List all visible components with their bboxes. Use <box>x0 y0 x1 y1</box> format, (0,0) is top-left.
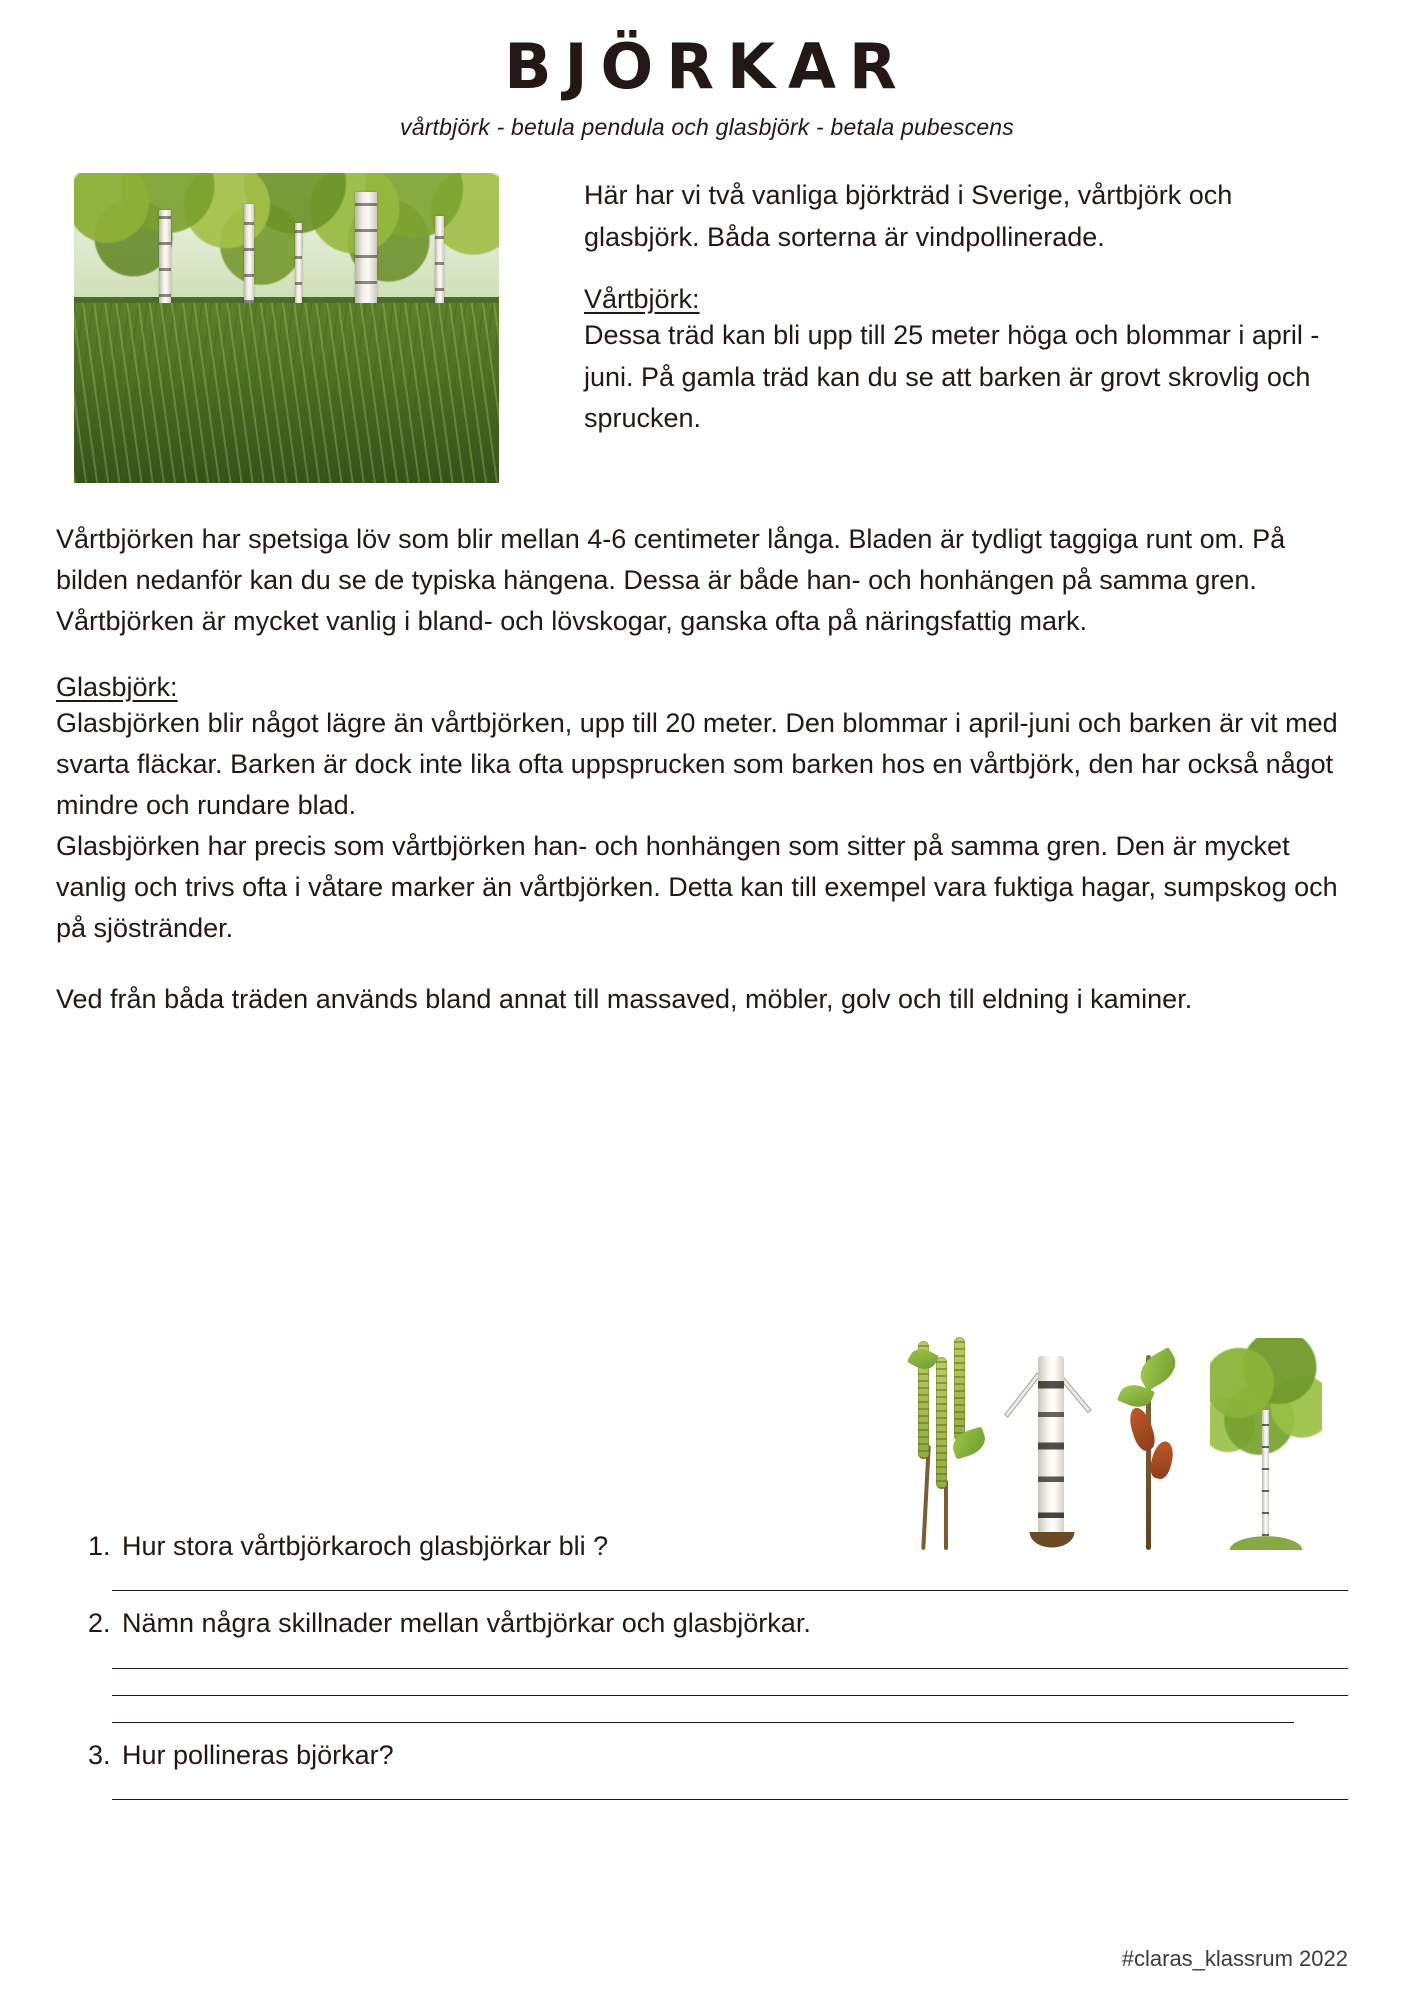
answer-line[interactable] <box>112 1799 1348 1800</box>
intro-column <box>499 173 1354 440</box>
spacer <box>56 949 1358 979</box>
body-section <box>0 519 1414 1020</box>
catkin <box>936 1357 947 1489</box>
page-title: BJÖRKAR <box>504 30 910 103</box>
question-2-number: 2. <box>88 1608 111 1639</box>
question-1-block <box>88 1528 1348 1591</box>
question-3-text: Hur pollineras björkar? <box>122 1739 394 1770</box>
spacer <box>584 258 1354 284</box>
intro-paragraph: Här har vi två vanliga björkträd i Sverige, vårtbjörk och glasbjörk. Båda sorterna är vindpollinerade. <box>584 180 1233 252</box>
birch-sprig-illustration <box>1112 1345 1192 1550</box>
body-paragraph-3: Glasbjörken blir något lägre än vårtbjörken, upp till 20 meter. Den blommar i april-juni och barken är vit med svarta fläckar. Barken är dock inte lika ofta uppsprucken som barken hos en vårtbjörk, den har också något mindre och rundare blad. <box>56 708 1338 821</box>
body-paragraph-1: Vårtbjörken har spetsiga löv som blir mellan 4-6 centimeter långa. Bladen är tydligt taggiga runt om. På bilden nedanför kan du se de typiska hängena. Dessa är både han- och honhängen på samma gren. <box>56 524 1286 596</box>
catkin <box>954 1337 965 1441</box>
body-paragraph-5: Ved från båda träden används bland annat till massaved, möbler, golv och till eldning i kaminer. <box>56 984 1193 1015</box>
vartbjork-paragraph: Dessa träd kan bli upp till 25 meter höga och blommar i april - juni. På gamla träd kan du se att barken är grovt skrovlig och sprucken. <box>584 320 1320 434</box>
body-paragraph-2: Vårtbjörken är mycket vanlig i bland- och lövskogar, ganska ofta på näringsfattig mark. <box>56 606 1088 637</box>
photo-grass <box>74 303 499 483</box>
top-section <box>0 173 1414 483</box>
spacer <box>56 642 1358 672</box>
tree-trunk <box>1262 1410 1269 1536</box>
birch-forest-photo <box>74 173 499 483</box>
body-paragraph-4: Glasbjörken har precis som vårtbjörken han- och honhängen som sitter på samma gren. Den är mycket vanlig och trivs ofta i våtare marker än vårtbjörken. Detta kan till exempel vara fuktiga hagar, sumpskog och på sjöstränder. <box>56 831 1338 944</box>
answer-line[interactable] <box>112 1695 1348 1696</box>
glasbjork-heading: Glasbjörk: <box>56 672 178 703</box>
answer-line[interactable] <box>112 1590 1348 1591</box>
page-subtitle: vårtbjörk - betula pendula och glasbjörk - betala pubescens <box>400 114 1014 140</box>
branch <box>1004 1372 1041 1418</box>
answer-line[interactable] <box>112 1668 1348 1669</box>
question-3 <box>88 1737 1348 1773</box>
bark <box>1038 1356 1064 1536</box>
birch-trunk-illustration <box>1008 1328 1094 1550</box>
vartbjork-heading: Vårtbjörk: <box>584 284 700 315</box>
question-3-number: 3. <box>88 1739 111 1770</box>
leaf-icon <box>1134 1347 1183 1391</box>
birch-tree-illustration <box>1206 1338 1326 1550</box>
question-3-block <box>88 1737 1348 1800</box>
question-1-text: Hur stora vårtbjörkaroch glasbjörkar bli ? <box>122 1531 609 1561</box>
birch-illustration-group <box>900 1320 1320 1550</box>
question-2-block <box>88 1605 1348 1722</box>
question-2-text: Nämn några skillnader mellan vårtbjörkar och glasbjörkar. <box>122 1608 811 1639</box>
birch-catkins-illustration <box>900 1335 1000 1550</box>
question-2 <box>88 1605 1348 1641</box>
bud <box>1126 1405 1159 1453</box>
footer-credit: #claras_klassrum 2022 <box>1121 1946 1348 1971</box>
question-1-number: 1. <box>88 1531 111 1561</box>
answer-line[interactable] <box>112 1722 1294 1723</box>
questions-section <box>88 1528 1348 1814</box>
question-1 <box>88 1528 1348 1564</box>
